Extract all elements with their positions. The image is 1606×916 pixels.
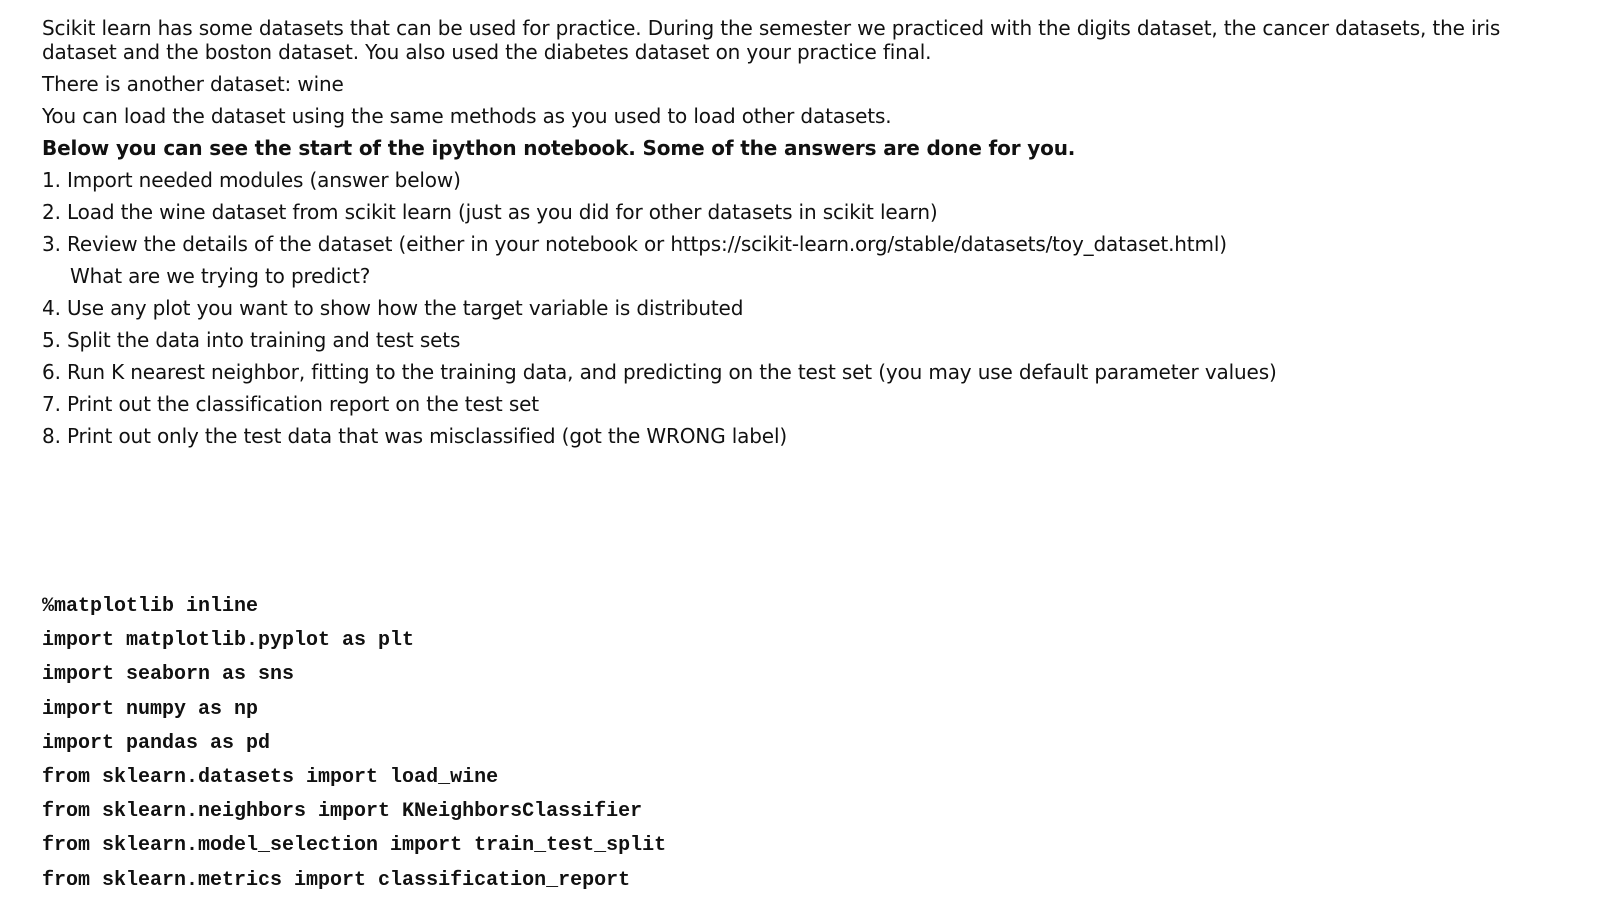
load-instructions: You can load the dataset using the same methods as you used to load other datasets.	[42, 104, 892, 128]
intro-paragraph: Scikit learn has some datasets that can be used for practice. During the semester we practiced with the digits dataset, the cancer datasets, the iris dataset and the boston dataset. You also used the diabetes dataset on your practice final.	[42, 16, 1501, 64]
wine-dataset-note: There is another dataset: wine	[42, 72, 344, 96]
code-line: import matplotlib.pyplot as plt	[42, 629, 415, 653]
task-text: 8. Print out only the test data that was misclassified (got the WRONG label)	[42, 424, 788, 448]
code-line: import pandas as pd	[42, 731, 271, 755]
task-item	[42, 232, 1572, 288]
code-line: import numpy as np	[42, 697, 259, 721]
notebook-note: Below you can see the start of the ipython notebook. Some of the answers are done for you.	[42, 136, 1076, 160]
code-line: from sklearn.model_selection import train_test_split	[42, 834, 667, 858]
task-item	[42, 424, 1572, 448]
task-text: 2. Load the wine dataset from scikit learn (just as you did for other datasets in scikit learn)	[42, 200, 938, 224]
task-text: 3. Review the details of the dataset (either in your notebook or https://scikit-learn.org/stable/datasets/toy_dataset.html)	[42, 232, 1227, 256]
task-text: 7. Print out the classification report on the test set	[42, 392, 539, 416]
task-item	[42, 328, 1572, 352]
document-body	[42, 16, 1572, 456]
task-item	[42, 296, 1572, 320]
task-text: 4. Use any plot you want to show how the target variable is distributed	[42, 296, 744, 320]
code-block	[42, 590, 666, 898]
task-item	[42, 200, 1572, 224]
task-text: 5. Split the data into training and test sets	[42, 328, 461, 352]
code-line: from sklearn.datasets import load_wine	[42, 765, 499, 789]
task-subquestion: What are we trying to predict?	[70, 264, 371, 288]
code-line: import seaborn as sns	[42, 663, 295, 687]
code-line: from sklearn.neighbors import KNeighborsClassifier	[42, 800, 643, 824]
task-item	[42, 168, 1572, 192]
code-line: %matplotlib inline	[42, 595, 259, 618]
task-text: 1. Import needed modules (answer below)	[42, 168, 461, 192]
code-line: from sklearn.metrics import classification_report	[42, 868, 631, 892]
task-item	[42, 392, 1572, 416]
task-list	[42, 168, 1572, 448]
task-item	[42, 360, 1572, 384]
task-text: 6. Run K nearest neighbor, fitting to the training data, and predicting on the test set (you may use default parameter values)	[42, 360, 1277, 384]
